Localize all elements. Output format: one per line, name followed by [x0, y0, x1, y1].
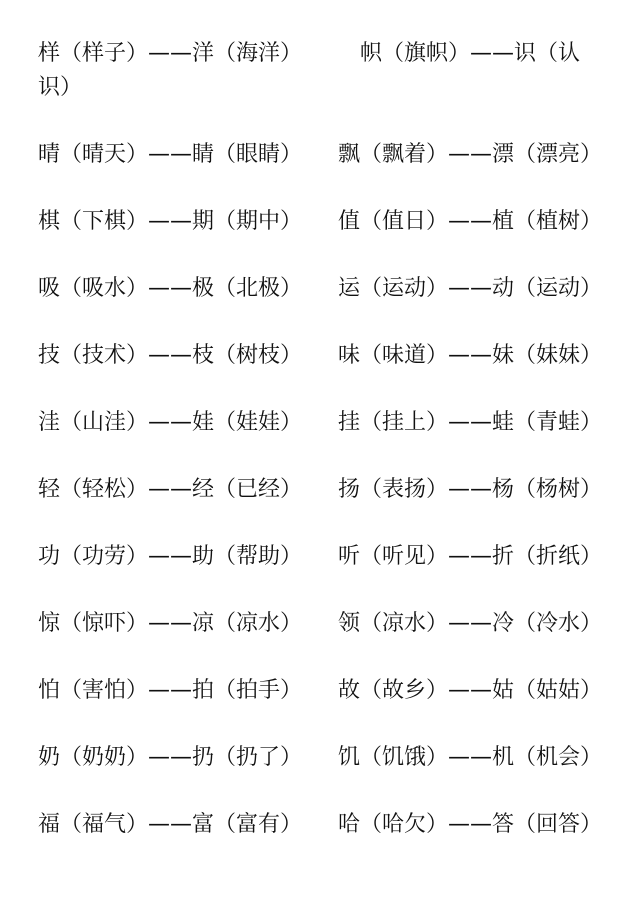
word-pair-left: 洼（山洼）——娃（娃娃）	[38, 410, 303, 435]
word-pair-left: 晴（晴天）——睛（眼睛）	[38, 142, 303, 167]
word-pair-left: 惊（惊吓）——凉（凉水）	[38, 611, 303, 636]
word-pair-right: 运（运动）——动（运动）	[338, 276, 603, 301]
word-pair-right: 故（故乡）——姑（姑姑）	[338, 678, 603, 703]
word-pair-left: 怕（害怕）——拍（拍手）	[38, 678, 303, 703]
word-pair-left: 轻（轻松）——经（已经）	[38, 477, 303, 502]
word-pair-right: 挂（挂上）——蛙（青蛙）	[338, 410, 603, 435]
word-pair-right: 扬（表扬）——杨（杨树）	[338, 477, 603, 502]
word-pair-right: 飘（飘着）——漂（漂亮）	[338, 142, 603, 167]
word-pair-right: 值（值日）——植（植树）	[338, 209, 603, 234]
word-pair-left: 福（福气）——富（富有）	[38, 812, 303, 837]
word-pair-right: 领（凉水）——冷（冷水）	[338, 611, 603, 636]
word-pair-right: 哈（哈欠）——答（回答）	[338, 812, 603, 837]
word-pair-right: 饥（饥饿）——机（机会）	[338, 745, 603, 770]
word-pair-right-continuation: 识）	[38, 75, 83, 100]
word-pair-right: 听（听见）——折（折纸）	[338, 544, 603, 569]
word-pair-right: 味（味道）——妹（妹妹）	[338, 343, 603, 368]
word-pair-left: 样（样子）——洋（海洋）	[38, 41, 303, 66]
word-pair-left: 棋（下棋）——期（期中）	[38, 209, 303, 234]
word-pair-left: 技（技术）——枝（树枝）	[38, 343, 303, 368]
word-pair-left: 功（功劳）——助（帮助）	[38, 544, 303, 569]
word-pair-right: 帜（旗帜）——识（认	[360, 41, 581, 66]
word-pair-left: 吸（吸水）——极（北极）	[38, 276, 303, 301]
word-pair-left: 奶（奶奶）——扔（扔了）	[38, 745, 303, 770]
